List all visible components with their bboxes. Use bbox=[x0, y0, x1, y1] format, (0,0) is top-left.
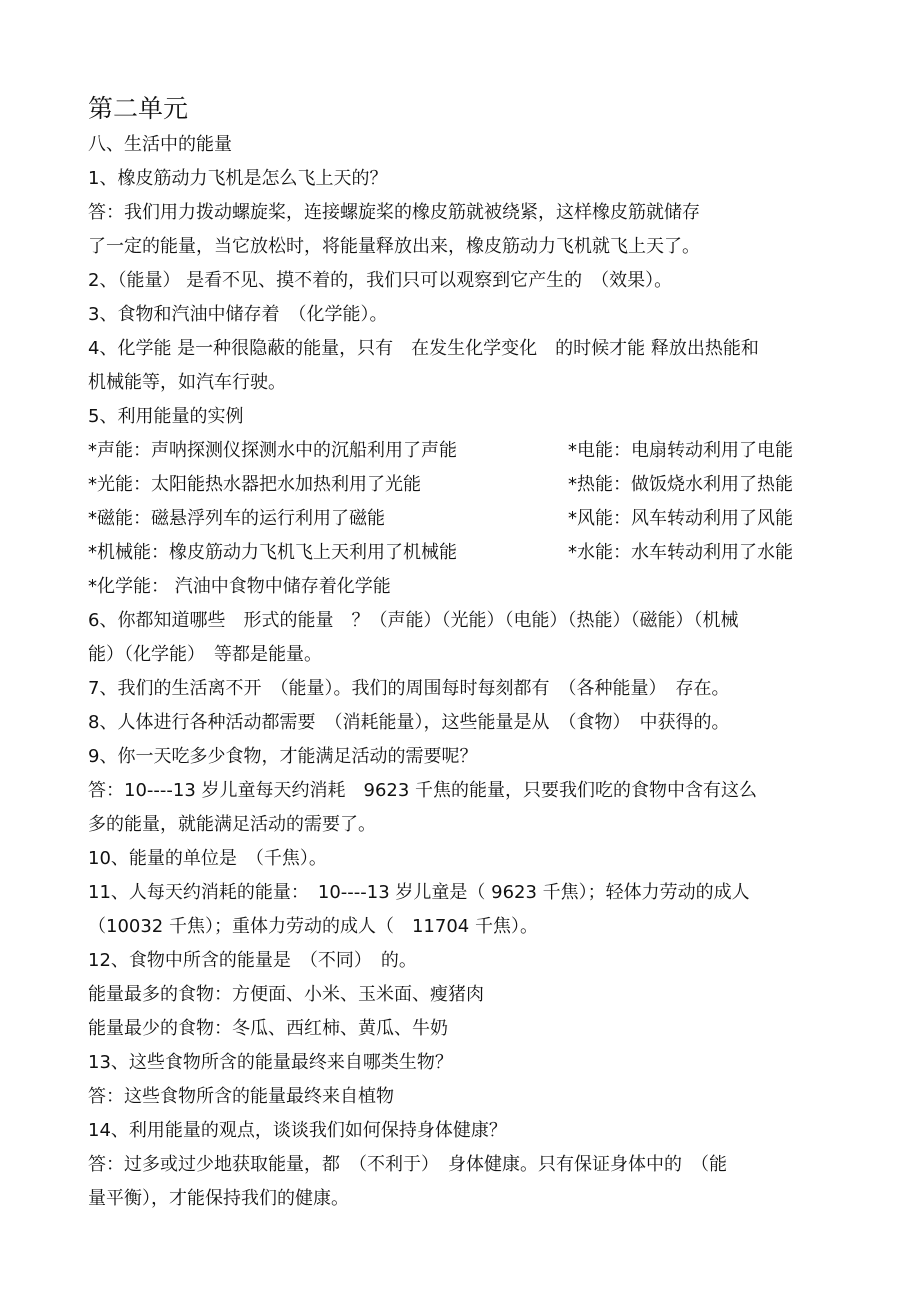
question-line: 3、食物和汽油中储存着 （化学能）。 bbox=[88, 304, 388, 325]
example-row bbox=[88, 468, 833, 502]
question-line: 7、我们的生活离不开 （能量）。我们的周围每时每刻都有 （各种能量） 存在。 bbox=[88, 678, 730, 699]
example-left: *机械能：橡皮筋动力飞机飞上天利用了机械能 bbox=[88, 542, 457, 563]
section-heading: 八、生活中的能量 bbox=[88, 134, 232, 155]
document-page bbox=[88, 92, 833, 1216]
question-line: 能）（化学能） 等都是能量。 bbox=[88, 644, 322, 665]
example-line: *化学能： 汽油中食物中储存着化学能 bbox=[88, 576, 391, 597]
question-line: 4、化学能 是一种很隐蔽的能量，只有 在发生化学变化 的时候才能 释放出热能和 bbox=[88, 338, 759, 359]
question-line: 13、这些食物所含的能量最终来自哪类生物？ bbox=[88, 1052, 453, 1073]
unit-title: 第二单元 bbox=[88, 94, 189, 123]
example-left: *声能：声呐探测仪探测水中的沉船利用了声能 bbox=[88, 440, 457, 461]
example-row bbox=[88, 434, 833, 468]
answer-line: 答：10----13 岁儿童每天约消耗 9623 千焦的能量，只要我们吃的食物中含有这么 bbox=[88, 780, 758, 801]
question-line: （10032 千焦）；重体力劳动的成人（ 11704 千焦）。 bbox=[88, 916, 538, 937]
question-line: 11、人每天约消耗的能量： 10----13 岁儿童是（ 9623 千焦）；轻体力劳动的成人 bbox=[88, 882, 750, 903]
example-left: *磁能：磁悬浮列车的运行利用了磁能 bbox=[88, 508, 385, 529]
question-line: 14、利用能量的观点，谈谈我们如何保持身体健康？ bbox=[88, 1120, 507, 1141]
answer-line: 答：这些食物所含的能量最终来自植物 bbox=[88, 1086, 394, 1107]
question-line: 10、能量的单位是 （千焦）。 bbox=[88, 848, 327, 869]
question-line: 5、利用能量的实例 bbox=[88, 406, 244, 427]
example-right: *电能：电扇转动利用了电能 bbox=[568, 440, 793, 461]
question-line: 8、人体进行各种活动都需要 （消耗能量），这些能量是从 （食物） 中获得的。 bbox=[88, 712, 730, 733]
answer-line: 了一定的能量，当它放松时，将能量释放出来，橡皮筋动力飞机就飞上天了。 bbox=[88, 236, 700, 257]
question-line: 机械能等，如汽车行驶。 bbox=[88, 372, 286, 393]
question-line: 2、（能量） 是看不见、摸不着的，我们只可以观察到它产生的 （效果）。 bbox=[88, 270, 673, 291]
example-left: *光能：太阳能热水器把水加热利用了光能 bbox=[88, 474, 421, 495]
example-right: *热能：做饭烧水利用了热能 bbox=[568, 474, 793, 495]
example-row bbox=[88, 502, 833, 536]
food-list-line: 能量最少的食物：冬瓜、西红柿、黄瓜、牛奶 bbox=[88, 1018, 448, 1039]
answer-line: 多的能量，就能满足活动的需要了。 bbox=[88, 814, 376, 835]
question-line: 6、你都知道哪些 形式的能量 ？（声能）（光能）（电能）（热能）（磁能）（机械 bbox=[88, 610, 739, 631]
question-line: 9、你一天吃多少食物，才能满足活动的需要呢？ bbox=[88, 746, 478, 767]
answer-line: 答：过多或过少地获取能量，都 （不利于） 身体健康。只有保证身体中的 （能 bbox=[88, 1154, 727, 1175]
question-line: 1、橡皮筋动力飞机是怎么飞上天的？ bbox=[88, 168, 388, 189]
food-list-line: 能量最多的食物：方便面、小米、玉米面、瘦猪肉 bbox=[88, 984, 484, 1005]
question-line: 12、食物中所含的能量是 （不同） 的。 bbox=[88, 950, 417, 971]
example-right: *风能：风车转动利用了风能 bbox=[568, 508, 793, 529]
example-row bbox=[88, 536, 833, 570]
example-right: *水能：水车转动利用了水能 bbox=[568, 542, 793, 563]
answer-line: 答：我们用力拨动螺旋桨，连接螺旋桨的橡皮筋就被绕紧，这样橡皮筋就储存 bbox=[88, 202, 700, 223]
answer-line: 量平衡），才能保持我们的健康。 bbox=[88, 1188, 349, 1209]
